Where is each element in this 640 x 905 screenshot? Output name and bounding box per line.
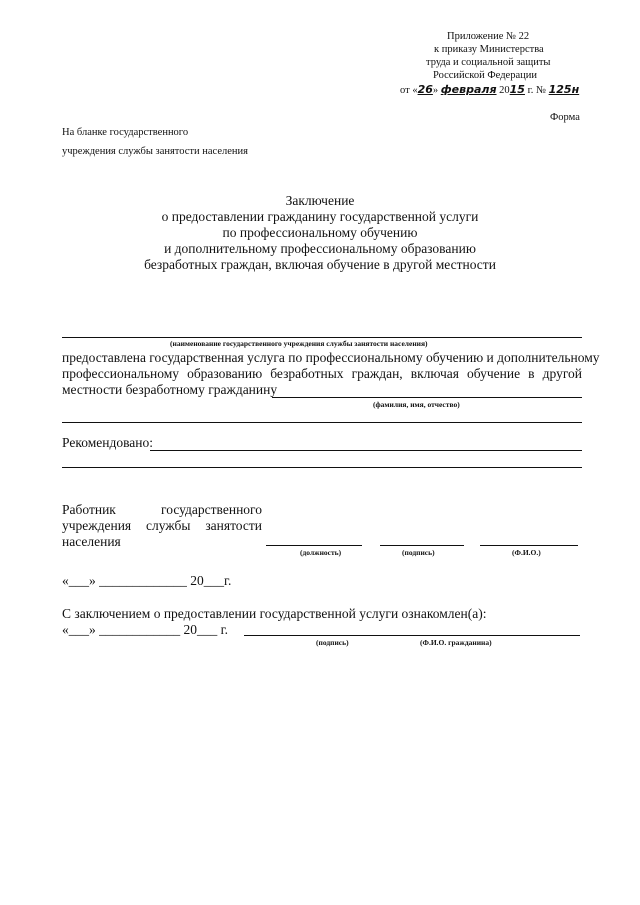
worker-signature-caption: (подпись) <box>402 548 435 557</box>
paragraph-line3: местности безработному гражданину <box>62 382 278 397</box>
acquaintance-signature-field-line <box>244 635 580 636</box>
order-date-day: 26 <box>417 83 433 96</box>
worker-label-line3: населения <box>62 534 121 549</box>
order-date-year: 15 <box>509 83 525 96</box>
worker-label-line2: учреждения службы занятости <box>62 518 262 533</box>
paragraph-line1: предоставлена государственная услуга по профессиональному обучению и дополнительному <box>62 350 600 365</box>
title-line5: безработных граждан, включая обучение в другой местности <box>144 257 496 272</box>
acquaintance-fio-caption: (Ф.И.О. гражданина) <box>420 638 492 647</box>
form-label: Форма <box>550 112 580 123</box>
institution-name-caption: (наименование государственного учреждения службы занятости населения) <box>170 339 428 348</box>
worker-label-line1: Работник государственного <box>62 502 262 517</box>
appendix-country-line: Российской Федерации <box>433 70 537 81</box>
recommended-field-line-2 <box>62 467 582 468</box>
worker-signature-field-line <box>380 545 464 546</box>
title-line3: по профессиональному обучению <box>222 225 418 240</box>
order-date-month: февраля <box>440 83 497 96</box>
worker-fio-caption: (Ф.И.О.) <box>512 548 541 557</box>
institution-name-field-line <box>62 337 582 338</box>
worker-position-field-line <box>266 545 362 546</box>
worker-date-line: «___» _____________ 20___г. <box>62 573 232 588</box>
recommended-label: Рекомендовано: <box>62 435 153 450</box>
title-line2: о предоставлении гражданину государственной услуги <box>161 209 479 224</box>
citizen-name-caption: (фамилия, имя, отчество) <box>373 400 460 409</box>
blank-note-line2: учреждения службы занятости населения <box>62 146 248 157</box>
blank-note-line1: На бланке государственного <box>62 127 189 138</box>
recommended-field-line <box>150 450 582 451</box>
appendix-ministry-line: труда и социальной защиты <box>426 57 551 68</box>
citizen-name-field-line <box>272 397 582 398</box>
appendix-order-line: к приказу Министерства <box>434 44 544 55</box>
acquaintance-signature-caption: (подпись) <box>316 638 349 647</box>
paragraph-line2: профессиональному образованию безработных граждан, включая обучение в другой <box>62 366 582 381</box>
appendix-number: Приложение № 22 <box>447 31 530 42</box>
title-line4: и дополнительному профессиональному образованию <box>164 241 476 256</box>
acquaintance-date: «___» ____________ 20___ г. <box>62 622 229 637</box>
worker-position-caption: (должность) <box>300 548 342 557</box>
worker-fio-field-line <box>480 545 578 546</box>
order-number: 125н <box>548 83 580 96</box>
citizen-name-field-line-2 <box>62 422 582 423</box>
acquaintance-statement: С заключением о предоставлении государственной услуги ознакомлен(а): <box>62 606 487 621</box>
order-date-line: от «26» февраля 2015 г. № 125н <box>400 83 580 96</box>
title-line1: Заключение <box>285 193 355 208</box>
